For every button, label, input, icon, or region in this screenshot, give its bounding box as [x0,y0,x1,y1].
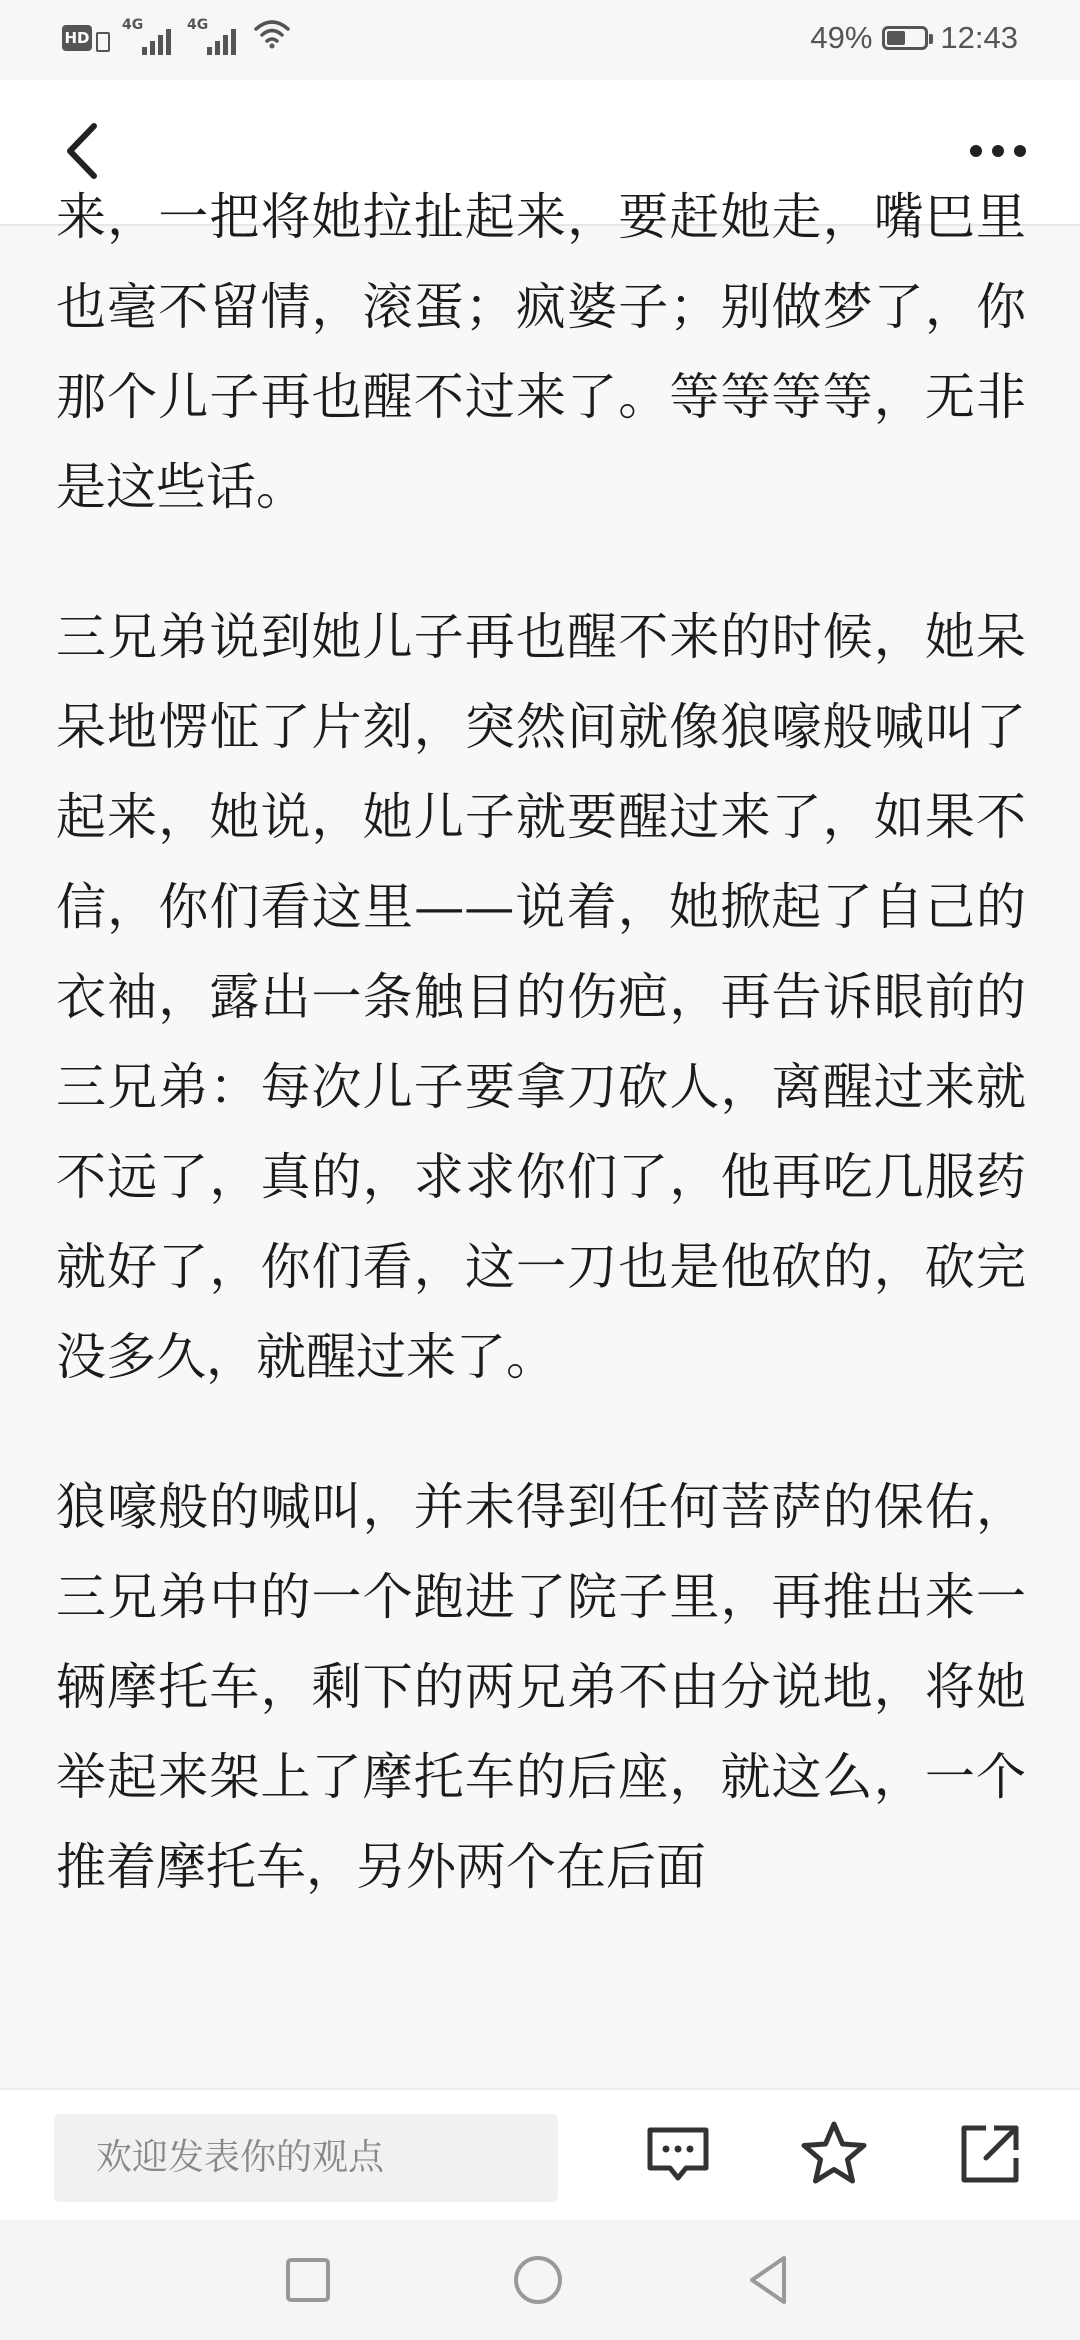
comment-bar [0,2088,1080,2220]
comment-icon[interactable] [638,2114,718,2194]
article-paragraph: 狼嚎般的喊叫，并未得到任何菩萨的保佑，三兄弟中的一个跑进了院子里，再推出来一辆摩托车，剩下的两兄弟不由分说地，将她举起来架上了摩托车的后座，就这么，一个推着摩托车，另外两个在后面 [56,1478,1026,1896]
status-left [62,18,290,58]
wifi-icon [254,19,290,57]
back-triangle-icon[interactable] [732,2244,804,2316]
hd-icon: HD [62,25,92,51]
clock: 12:43 [940,20,1018,55]
battery-fill [887,31,905,45]
article-body [56,172,1026,1972]
article-content[interactable] [0,188,1080,2088]
status-bar [0,0,1080,80]
network-type-label: 4G [122,17,144,33]
share-icon[interactable] [950,2114,1030,2194]
recent-apps-icon[interactable] [272,2244,344,2316]
article-paragraph: 来，一把将她拉扯起来，要赶她走，嘴巴里也毫不留情，滚蛋；疯婆子；别做梦了，你那个儿子再也醒不过来了。等等等等，无非是这些话。 [56,188,1026,516]
status-right [810,16,1018,60]
comment-input[interactable]: 欢迎发表你的观点 [54,2114,558,2202]
system-nav-bar [0,2220,1080,2340]
network-type-label: 4G [187,17,209,33]
star-icon[interactable] [794,2114,874,2194]
article-paragraph: 三兄弟说到她儿子再也醒不来的时候，她呆呆地愣怔了片刻，突然间就像狼嚎般喊叫了起来，她说，她儿子就要醒过来了，如果不信，你们看这里——说着，她掀起了自己的衣袖，露出一条触目的伤疤，再告诉眼前的三兄弟：每次儿子要拿刀砍人，离醒过来就不远了，真的，求求你们了，他再吃几服药就好了，你们看，这一刀也是他砍的，砍完没多久，就醒过来了。 [56,608,1026,1386]
signal-icon [187,17,236,55]
home-icon[interactable] [502,2244,574,2316]
battery-icon [882,26,928,50]
signal-icon [122,17,171,55]
sim-icon [96,32,110,52]
battery-percent: 49% [810,20,873,55]
